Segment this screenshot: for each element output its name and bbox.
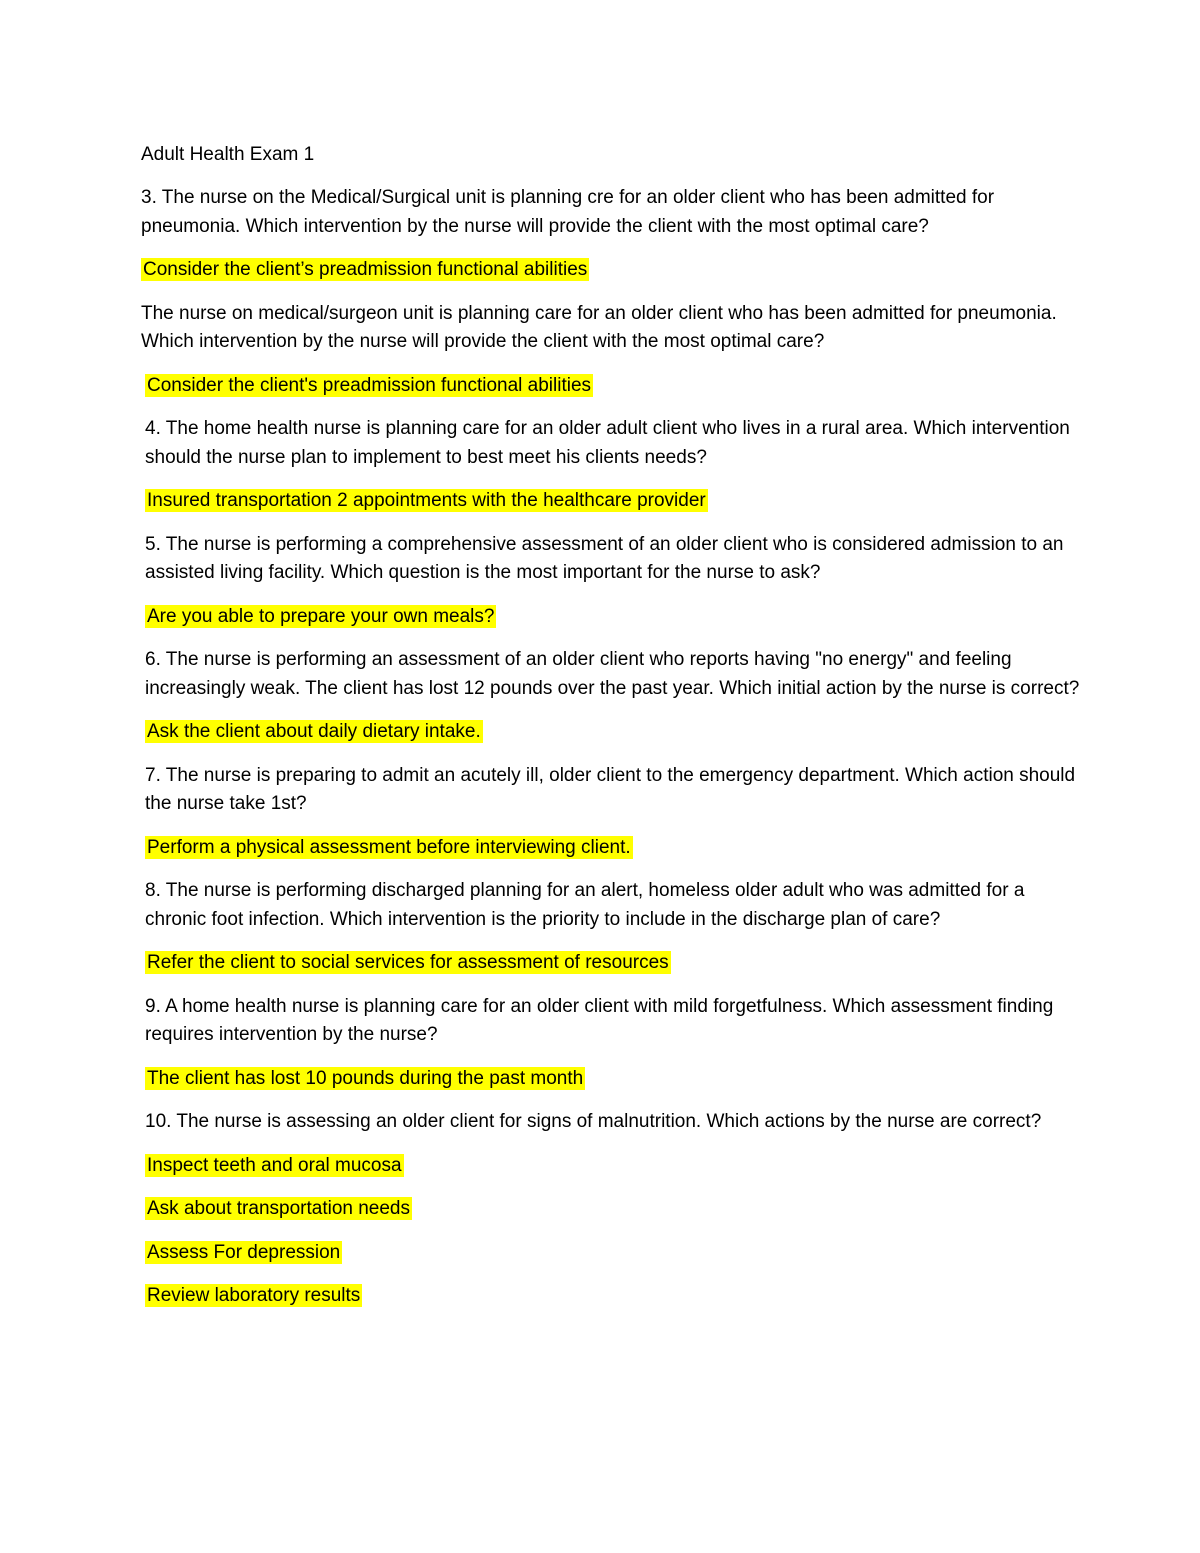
answer-4	[141, 487, 1081, 516]
answer-10b	[141, 1195, 1081, 1224]
answer-10a	[141, 1152, 1081, 1181]
question-3: 3. The nurse on the Medical/Surgical unit is planning cre for an older client who has been admitted for pneumonia. Which intervention by the nurse will provide the client with the most optimal care?	[141, 187, 995, 237]
answer-7	[141, 834, 1081, 863]
answer-8	[141, 949, 1081, 978]
answer-3	[141, 256, 1081, 285]
document-title: Adult Health Exam 1	[141, 144, 315, 165]
answer-highlight: Are you able to prepare your own meals?	[147, 605, 495, 627]
document-page	[141, 140, 1081, 1326]
answer-highlight: Inspect teeth and oral mucosa	[147, 1154, 402, 1176]
answer-highlight: Perform a physical assessment before interviewing client.	[147, 836, 631, 858]
answer-highlight: Insured transportation 2 appointments with the healthcare provider	[147, 490, 706, 511]
answer-9	[141, 1065, 1081, 1094]
answer-highlight: Ask the client about daily dietary intake.	[147, 721, 481, 742]
question-10: 10. The nurse is assessing an older client for signs of malnutrition. Which actions by the nurse are correct?	[145, 1111, 1042, 1132]
question-7: 7. The nurse is preparing to admit an acutely ill, older client to the emergency department. Which action should the nurse take 1st?	[145, 764, 1076, 814]
answer-highlight: Ask about transportation needs	[147, 1198, 411, 1219]
answer-highlight: Refer the client to social services for assessment of resources	[147, 952, 669, 973]
question-4: 4. The home health nurse is planning care for an older adult client who lives in a rural area. Which intervention should the nurse plan to implement to best meet his clients needs?	[145, 418, 1070, 468]
question-8: 8. The nurse is performing discharged planning for an alert, homeless older adult who was admitted for a chronic foot infection. Which intervention is the priority to include in the discharge plan of care?	[145, 880, 1025, 930]
answer-highlight: Assess For depression	[147, 1241, 341, 1263]
question-3-repeat: The nurse on medical/surgeon unit is planning care for an older client who has been admitted for pneumonia. Which intervention by the nurse will provide the client with the most optimal care?	[141, 302, 1057, 352]
question-9: 9. A home health nurse is planning care for an older client with mild forgetfulness. Which assessment finding requires intervention by the nurse?	[145, 995, 1054, 1045]
answer-10c	[141, 1239, 1081, 1268]
answer-5	[141, 603, 1081, 632]
question-6: 6. The nurse is performing an assessment of an older client who reports having "no energy" and feeling increasingly weak. The client has lost 12 pounds over the past year. Which initial action by the nurse is correct?	[145, 649, 1080, 699]
answer-3-repeat	[141, 372, 1081, 401]
answer-6	[141, 718, 1081, 747]
answer-highlight: Consider the client's preadmission functional abilities	[147, 374, 592, 396]
answer-highlight: Consider the client’s preadmission functional abilities	[143, 259, 588, 280]
answer-10d	[141, 1282, 1081, 1311]
answer-highlight: Review laboratory results	[147, 1285, 361, 1306]
answer-highlight: The client has lost 10 pounds during the past month	[147, 1067, 584, 1089]
question-5: 5. The nurse is performing a comprehensive assessment of an older client who is considered admission to an assisted living facility. Which question is the most important for the nurse to ask?	[145, 533, 1064, 583]
